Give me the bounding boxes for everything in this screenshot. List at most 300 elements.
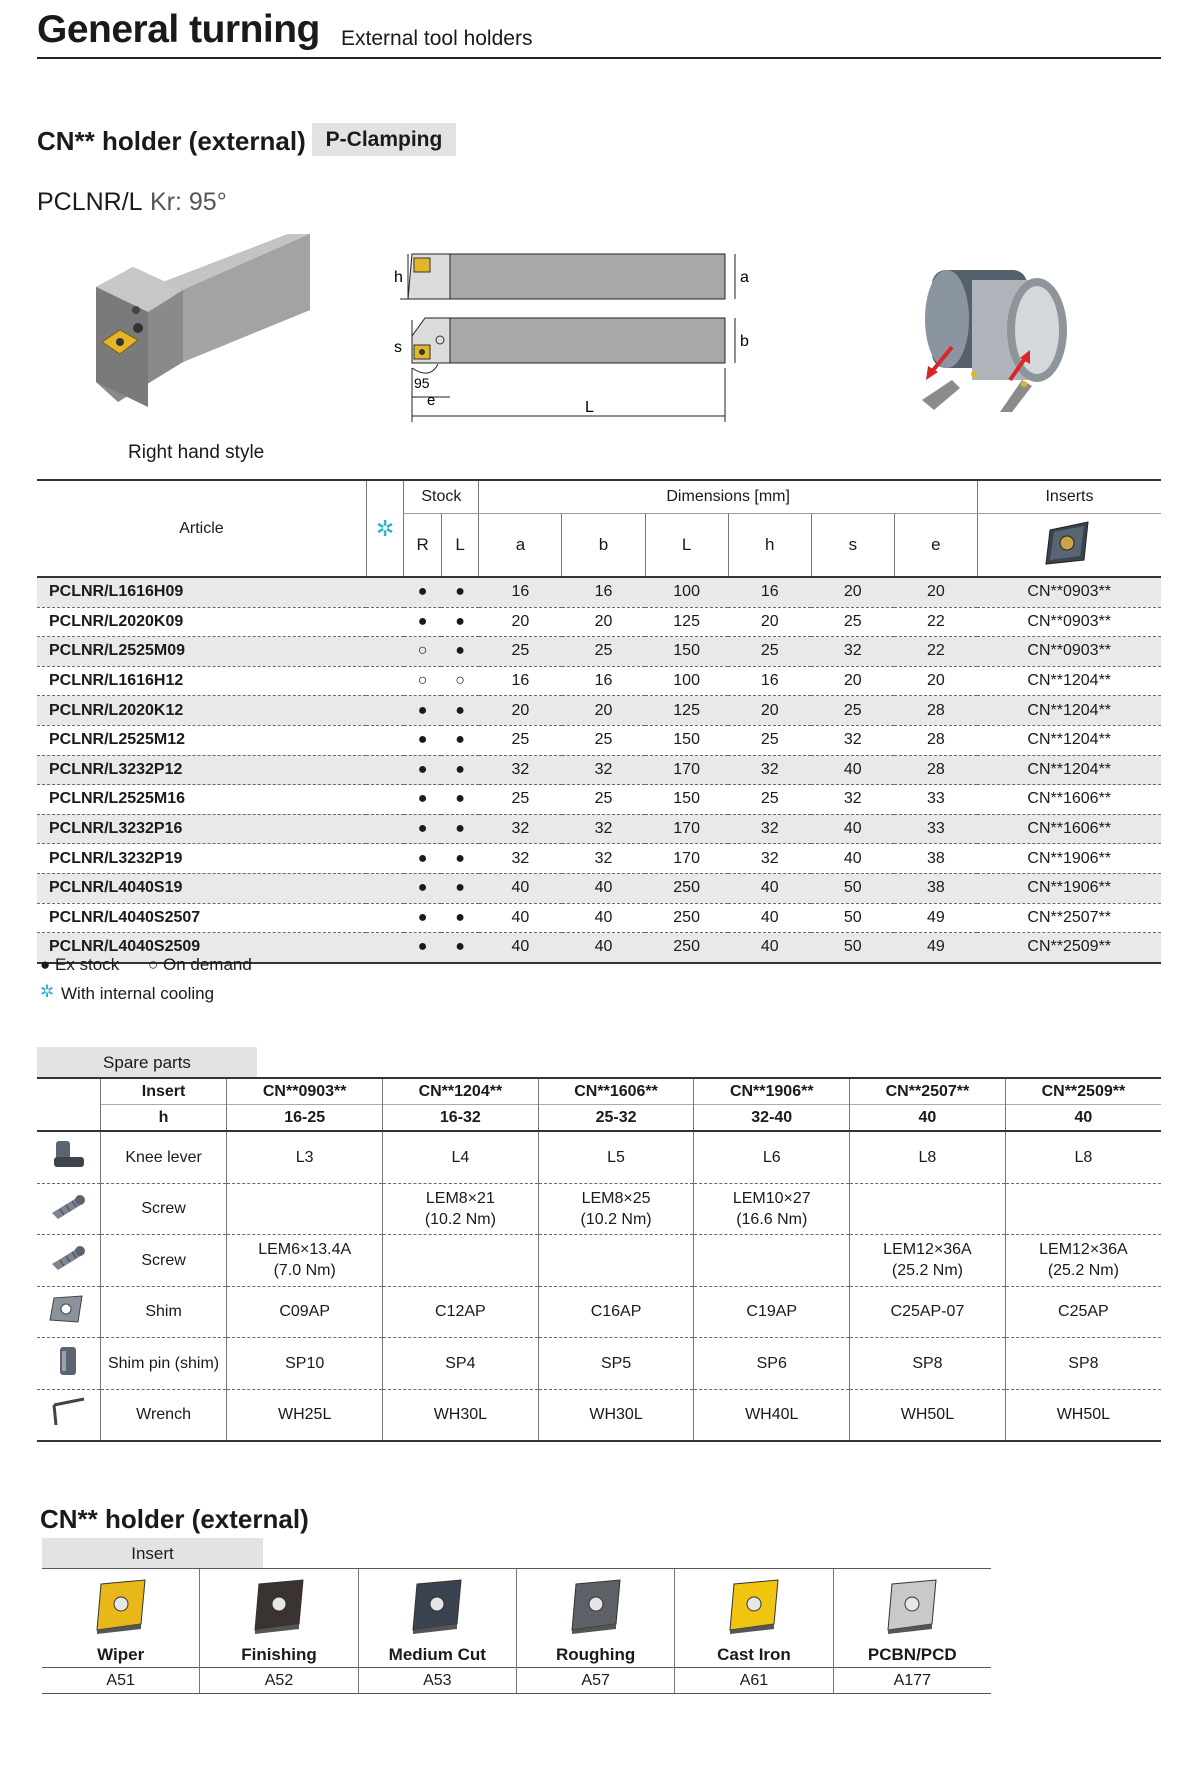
insert-types-grid — [42, 1568, 991, 1694]
cell-r: ● — [404, 607, 442, 637]
cell-b: 20 — [562, 696, 645, 726]
cell-article: PCLNR/L2525M16 — [37, 785, 366, 815]
cell-article: PCLNR/L1616H12 — [37, 666, 366, 696]
cell-insert: CN**2509** — [977, 933, 1161, 963]
dim-label-a: a — [740, 269, 749, 286]
spare-part-value — [383, 1235, 539, 1287]
spare-part-value-line: L5 — [607, 1148, 625, 1166]
cell-h: 20 — [728, 696, 811, 726]
cell-s: 40 — [811, 814, 894, 844]
cell-article: PCLNR/L2020K12 — [37, 696, 366, 726]
cell-r: ● — [404, 814, 442, 844]
dim-label-b: b — [740, 333, 749, 350]
spare-part-value — [694, 1338, 850, 1390]
cell-b: 25 — [562, 785, 645, 815]
cell-e: 20 — [894, 666, 977, 696]
cell-e: 28 — [894, 725, 977, 755]
spare-row — [37, 1286, 1161, 1338]
spare-row — [37, 1131, 1161, 1183]
insert-type-card — [674, 1569, 832, 1693]
spare-part-label: Screw — [100, 1235, 227, 1287]
dim-col-L: L — [645, 514, 728, 578]
spare-part-value-line: LEM6×13.4A — [258, 1241, 352, 1259]
spare-part-value — [1005, 1183, 1161, 1235]
spare-icon-cell — [37, 1338, 100, 1390]
cell-a: 25 — [479, 785, 562, 815]
workpiece-image — [912, 262, 1082, 412]
spare-part-value-line: C12AP — [435, 1303, 486, 1321]
dimensions-header: Dimensions [mm] — [479, 480, 978, 514]
spare-part-value-line: C16AP — [590, 1303, 642, 1321]
cell-cooling — [366, 785, 404, 815]
cell-article: PCLNR/L3232P19 — [37, 844, 366, 874]
holder-table — [37, 479, 1161, 964]
insert-type-name: PCBN/PCD — [867, 1645, 957, 1664]
cell-s: 32 — [811, 725, 894, 755]
cell-insert: CN**1606** — [977, 785, 1161, 815]
spare-insert-col: CN**0903** — [227, 1078, 383, 1105]
cell-insert: CN**2507** — [977, 903, 1161, 933]
spare-part-value — [1005, 1131, 1161, 1183]
insert-type-name: Finishing — [241, 1645, 317, 1664]
cell-insert: CN**1606** — [977, 814, 1161, 844]
cell-L: 250 — [645, 933, 728, 963]
spare-icon-cell — [37, 1131, 100, 1183]
cell-cooling — [366, 696, 404, 726]
spare-part-value-line: (25.2 Nm) — [891, 1262, 963, 1280]
cell-b: 40 — [562, 933, 645, 963]
cell-cooling — [366, 755, 404, 785]
spare-part-value-line: C19AP — [746, 1303, 798, 1321]
cell-e: 33 — [894, 785, 977, 815]
dim-label-h: h — [394, 269, 403, 286]
spare-part-value-line: C25AP — [1058, 1303, 1109, 1321]
cell-h: 25 — [728, 637, 811, 667]
knee-lever-icon — [48, 1137, 88, 1171]
cell-b: 25 — [562, 637, 645, 667]
cell-l: ● — [441, 785, 479, 815]
spare-part-label: Screw — [100, 1183, 227, 1235]
inserts-header: Inserts — [977, 480, 1161, 514]
spare-part-value — [694, 1183, 850, 1235]
insert-type-name: Cast Iron — [717, 1645, 791, 1664]
insert-type-card — [199, 1569, 357, 1693]
spare-part-value-line: SP6 — [756, 1354, 787, 1372]
clamping-badge: P-Clamping — [312, 123, 456, 156]
spare-part-value-line: C09AP — [279, 1303, 331, 1321]
cell-l: ● — [441, 637, 479, 667]
cell-a: 40 — [479, 903, 562, 933]
cell-e: 38 — [894, 844, 977, 874]
cell-cooling — [366, 873, 404, 903]
spare-part-value — [694, 1389, 850, 1441]
spare-h-label: h — [100, 1105, 227, 1132]
cell-L: 125 — [645, 696, 728, 726]
spare-part-value — [538, 1389, 694, 1441]
cell-r: ● — [404, 755, 442, 785]
spare-part-value-line: LEM8×21 — [425, 1189, 495, 1207]
spare-part-value — [850, 1338, 1006, 1390]
cell-a: 16 — [479, 577, 562, 607]
spare-part-value — [227, 1389, 383, 1441]
spare-insert-col: CN**2509** — [1005, 1078, 1161, 1105]
spare-part-value — [383, 1389, 539, 1441]
spare-part-value — [227, 1131, 383, 1183]
cell-r: ● — [404, 785, 442, 815]
insert-type-card — [358, 1569, 516, 1693]
spare-part-value-line: C25AP-07 — [890, 1303, 965, 1321]
screw-icon — [48, 1189, 88, 1223]
cell-cooling — [366, 903, 404, 933]
shim-pin-icon — [48, 1343, 88, 1377]
cell-r: ○ — [404, 637, 442, 667]
spare-part-value-line: LEM12×36A — [883, 1241, 972, 1259]
dimension-drawing — [394, 240, 770, 430]
cell-h: 40 — [728, 933, 811, 963]
internal-cooling-icon: ✲ — [366, 480, 404, 577]
cell-L: 170 — [645, 844, 728, 874]
table-row — [37, 755, 1161, 785]
cell-insert: CN**1204** — [977, 666, 1161, 696]
cell-cooling — [366, 666, 404, 696]
cell-insert: CN**0903** — [977, 607, 1161, 637]
cell-h: 25 — [728, 785, 811, 815]
cell-e: 33 — [894, 814, 977, 844]
cell-a: 40 — [479, 933, 562, 963]
spare-part-value-line: L4 — [451, 1148, 470, 1166]
cell-r: ● — [404, 933, 442, 963]
spare-part-label: Knee lever — [100, 1131, 227, 1183]
spare-part-value-line: WH30L — [433, 1406, 488, 1424]
cell-b: 32 — [562, 814, 645, 844]
cell-article: PCLNR/L4040S2507 — [37, 903, 366, 933]
cell-e: 28 — [894, 755, 977, 785]
cell-b: 20 — [562, 607, 645, 637]
spare-h-col: 40 — [850, 1105, 1006, 1132]
cell-insert: CN**1204** — [977, 725, 1161, 755]
cell-s: 32 — [811, 637, 894, 667]
spare-part-value — [850, 1131, 1006, 1183]
insert-type-icon — [91, 1576, 151, 1634]
spare-part-value — [850, 1235, 1006, 1287]
cell-a: 32 — [479, 844, 562, 874]
spare-part-value — [850, 1286, 1006, 1338]
table-row — [37, 696, 1161, 726]
spare-insert-col: CN**1906** — [694, 1078, 850, 1105]
cell-insert: CN**1204** — [977, 696, 1161, 726]
spare-part-value-line: L3 — [295, 1148, 314, 1166]
dim-col-a: a — [479, 514, 562, 578]
spare-part-value-line: SP4 — [445, 1354, 476, 1372]
dim-label-L: L — [585, 399, 594, 416]
spare-icon-cell — [37, 1286, 100, 1338]
cell-l: ● — [441, 873, 479, 903]
cell-h: 32 — [728, 844, 811, 874]
spare-part-value-line: SP8 — [912, 1354, 943, 1372]
cell-s: 50 — [811, 903, 894, 933]
cell-r: ● — [404, 903, 442, 933]
dim-col-e: e — [894, 514, 977, 578]
spare-part-value — [227, 1235, 383, 1287]
cell-e: 22 — [894, 607, 977, 637]
spare-icon-cell — [37, 1389, 100, 1441]
cell-a: 20 — [479, 696, 562, 726]
cell-l: ○ — [441, 666, 479, 696]
spare-h-col: 40 — [1005, 1105, 1161, 1132]
cell-L: 100 — [645, 666, 728, 696]
insert-type-icon — [566, 1576, 626, 1634]
dim-col-s: s — [811, 514, 894, 578]
table-row — [37, 903, 1161, 933]
cell-e: 22 — [894, 637, 977, 667]
cell-insert: CN**0903** — [977, 577, 1161, 607]
insert-type-card — [42, 1569, 199, 1693]
cell-r: ● — [404, 873, 442, 903]
spare-parts-tab: Spare parts — [37, 1047, 257, 1077]
insert-type-name: Medium Cut — [388, 1645, 486, 1664]
cell-L: 125 — [645, 607, 728, 637]
cell-s: 25 — [811, 607, 894, 637]
insert-type-icon — [249, 1576, 309, 1634]
cell-insert: CN**1204** — [977, 755, 1161, 785]
spare-part-value-line: LEM12×36A — [1039, 1241, 1128, 1259]
cell-a: 32 — [479, 755, 562, 785]
cell-a: 40 — [479, 873, 562, 903]
spare-h-col: 16-25 — [227, 1105, 383, 1132]
cell-r: ● — [404, 696, 442, 726]
cell-l: ● — [441, 814, 479, 844]
dim-label-angle: 95 — [414, 375, 430, 391]
cell-a: 16 — [479, 666, 562, 696]
model-code: PCLNR/L — [37, 188, 143, 216]
spare-row — [37, 1389, 1161, 1441]
cell-insert: CN**1906** — [977, 873, 1161, 903]
cell-s: 40 — [811, 755, 894, 785]
cell-l: ● — [441, 607, 479, 637]
cell-b: 16 — [562, 577, 645, 607]
spare-part-value — [227, 1286, 383, 1338]
table-row — [37, 666, 1161, 696]
cell-b: 40 — [562, 873, 645, 903]
cell-article: PCLNR/L1616H09 — [37, 577, 366, 607]
cell-L: 250 — [645, 873, 728, 903]
spare-part-value-line: WH50L — [900, 1406, 955, 1424]
cell-r: ● — [404, 844, 442, 874]
spare-part-value — [1005, 1338, 1161, 1390]
cell-s: 32 — [811, 785, 894, 815]
spare-part-value — [227, 1338, 383, 1390]
legend-cooling: With internal cooling — [61, 984, 215, 1003]
cell-s: 50 — [811, 873, 894, 903]
cell-r: ● — [404, 577, 442, 607]
cell-article: PCLNR/L2525M12 — [37, 725, 366, 755]
cell-s: 25 — [811, 696, 894, 726]
dim-col-h: h — [728, 514, 811, 578]
dim-label-e: e — [427, 392, 436, 409]
spare-part-value-line: L8 — [1074, 1148, 1093, 1166]
spare-part-value — [694, 1286, 850, 1338]
cell-h: 32 — [728, 814, 811, 844]
cell-insert: CN**0903** — [977, 637, 1161, 667]
tool-holder-image — [88, 232, 313, 407]
spare-insert-label: Insert — [100, 1078, 227, 1105]
table-row — [37, 577, 1161, 607]
title-divider — [37, 57, 1161, 59]
stock-col-r: R — [404, 514, 442, 578]
screw-icon — [48, 1240, 88, 1274]
insert-type-icon — [407, 1576, 467, 1634]
spare-row — [37, 1338, 1161, 1390]
spare-part-value — [1005, 1389, 1161, 1441]
cell-s: 40 — [811, 844, 894, 874]
table-row — [37, 785, 1161, 815]
cell-a: 25 — [479, 637, 562, 667]
table-row — [37, 725, 1161, 755]
cell-h: 16 — [728, 577, 811, 607]
spare-part-value-line: WH25L — [278, 1406, 332, 1424]
insert-tab: Insert — [42, 1538, 263, 1568]
spare-h-col: 25-32 — [538, 1105, 694, 1132]
insert-type-card — [516, 1569, 674, 1693]
dim-label-s: s — [394, 339, 402, 356]
spare-part-value-line: (25.2 Nm) — [1047, 1262, 1119, 1280]
wrench-icon — [48, 1395, 88, 1429]
insert-icon — [1044, 520, 1094, 566]
cell-h: 20 — [728, 607, 811, 637]
insert-type-code: A177 — [834, 1667, 991, 1693]
table-row — [37, 873, 1161, 903]
legend-ex-stock: ● Ex stock — [40, 955, 120, 974]
insert-type-name: Wiper — [97, 1645, 145, 1664]
spare-part-value-line: WH40L — [745, 1406, 799, 1424]
cell-b: 40 — [562, 903, 645, 933]
table-row — [37, 607, 1161, 637]
cell-a: 25 — [479, 725, 562, 755]
section-title: CN** holder (external) — [37, 126, 306, 156]
spare-icon-cell — [37, 1235, 100, 1287]
model-angle: Kr: 95° — [150, 188, 227, 216]
insert-type-code: A61 — [675, 1667, 832, 1693]
cell-L: 250 — [645, 903, 728, 933]
spare-part-value — [694, 1131, 850, 1183]
cell-h: 40 — [728, 903, 811, 933]
cell-L: 170 — [645, 814, 728, 844]
cell-L: 150 — [645, 637, 728, 667]
spare-part-value — [1005, 1235, 1161, 1287]
cell-s: 20 — [811, 577, 894, 607]
cell-e: 28 — [894, 696, 977, 726]
spare-part-value-line: LEM8×25 — [581, 1189, 651, 1207]
insert-type-code: A57 — [517, 1667, 674, 1693]
cell-b: 32 — [562, 755, 645, 785]
cell-cooling — [366, 844, 404, 874]
spare-part-value — [383, 1131, 539, 1183]
cell-e: 38 — [894, 873, 977, 903]
spare-part-value-line: SP10 — [285, 1354, 325, 1372]
spare-part-value — [850, 1183, 1006, 1235]
spare-icon-header — [37, 1078, 100, 1131]
stock-col-l: L — [441, 514, 479, 578]
insert-type-code: A51 — [42, 1667, 199, 1693]
cell-article: PCLNR/L4040S19 — [37, 873, 366, 903]
spare-part-value-line: SP5 — [600, 1354, 632, 1372]
spare-part-value-line: WH30L — [589, 1406, 643, 1424]
cell-cooling — [366, 637, 404, 667]
cell-b: 25 — [562, 725, 645, 755]
insert-type-icon — [882, 1576, 942, 1634]
cell-L: 170 — [645, 755, 728, 785]
cell-cooling — [366, 607, 404, 637]
cell-l: ● — [441, 696, 479, 726]
spare-part-value-line: LEM10×27 — [732, 1189, 811, 1207]
cell-insert: CN**1906** — [977, 844, 1161, 874]
spare-part-value — [1005, 1286, 1161, 1338]
spare-part-value — [694, 1235, 850, 1287]
spare-h-col: 16-32 — [383, 1105, 539, 1132]
spare-part-value — [538, 1131, 694, 1183]
insert-type-code: A52 — [200, 1667, 357, 1693]
cell-cooling — [366, 725, 404, 755]
cell-article: PCLNR/L4040S2509 — [37, 933, 366, 963]
cell-l: ● — [441, 844, 479, 874]
spare-h-col: 32-40 — [694, 1105, 850, 1132]
cell-l: ● — [441, 725, 479, 755]
spare-part-value-line: (16.6 Nm) — [736, 1210, 808, 1228]
cell-article: PCLNR/L3232P16 — [37, 814, 366, 844]
table-row — [37, 637, 1161, 667]
cell-e: 49 — [894, 933, 977, 963]
cell-h: 25 — [728, 725, 811, 755]
hand-style-caption: Right hand style — [128, 442, 265, 463]
spare-part-value-line: WH50L — [1056, 1406, 1111, 1424]
cell-cooling — [366, 577, 404, 607]
spare-part-value — [383, 1286, 539, 1338]
table-row — [37, 844, 1161, 874]
cell-a: 20 — [479, 607, 562, 637]
spare-part-value — [538, 1338, 694, 1390]
cell-cooling — [366, 814, 404, 844]
cell-h: 16 — [728, 666, 811, 696]
cell-article: PCLNR/L3232P12 — [37, 755, 366, 785]
insert-type-code: A53 — [359, 1667, 516, 1693]
cell-h: 40 — [728, 873, 811, 903]
spare-part-label: Shim — [100, 1286, 227, 1338]
cell-l: ● — [441, 755, 479, 785]
cell-cooling — [366, 933, 404, 963]
cell-e: 20 — [894, 577, 977, 607]
legend-on-demand: ○ On demand — [148, 955, 252, 974]
spare-part-value-line: L6 — [762, 1148, 781, 1166]
cell-l: ● — [441, 577, 479, 607]
insert-section-title: CN** holder (external) — [40, 1504, 309, 1534]
cell-b: 16 — [562, 666, 645, 696]
cell-h: 32 — [728, 755, 811, 785]
cooling-icon: ✲ — [40, 982, 55, 1001]
insert-type-card — [833, 1569, 991, 1693]
shim-icon — [48, 1292, 88, 1326]
cell-s: 50 — [811, 933, 894, 963]
cell-l: ● — [441, 933, 479, 963]
spare-insert-col: CN**2507** — [850, 1078, 1006, 1105]
cell-article: PCLNR/L2020K09 — [37, 607, 366, 637]
cell-r: ● — [404, 725, 442, 755]
spare-part-value — [538, 1183, 694, 1235]
spare-part-value-line: L8 — [918, 1148, 937, 1166]
spare-part-value-line: SP8 — [1068, 1354, 1099, 1372]
spare-insert-col: CN**1606** — [538, 1078, 694, 1105]
table-row — [37, 814, 1161, 844]
spare-icon-cell — [37, 1183, 100, 1235]
